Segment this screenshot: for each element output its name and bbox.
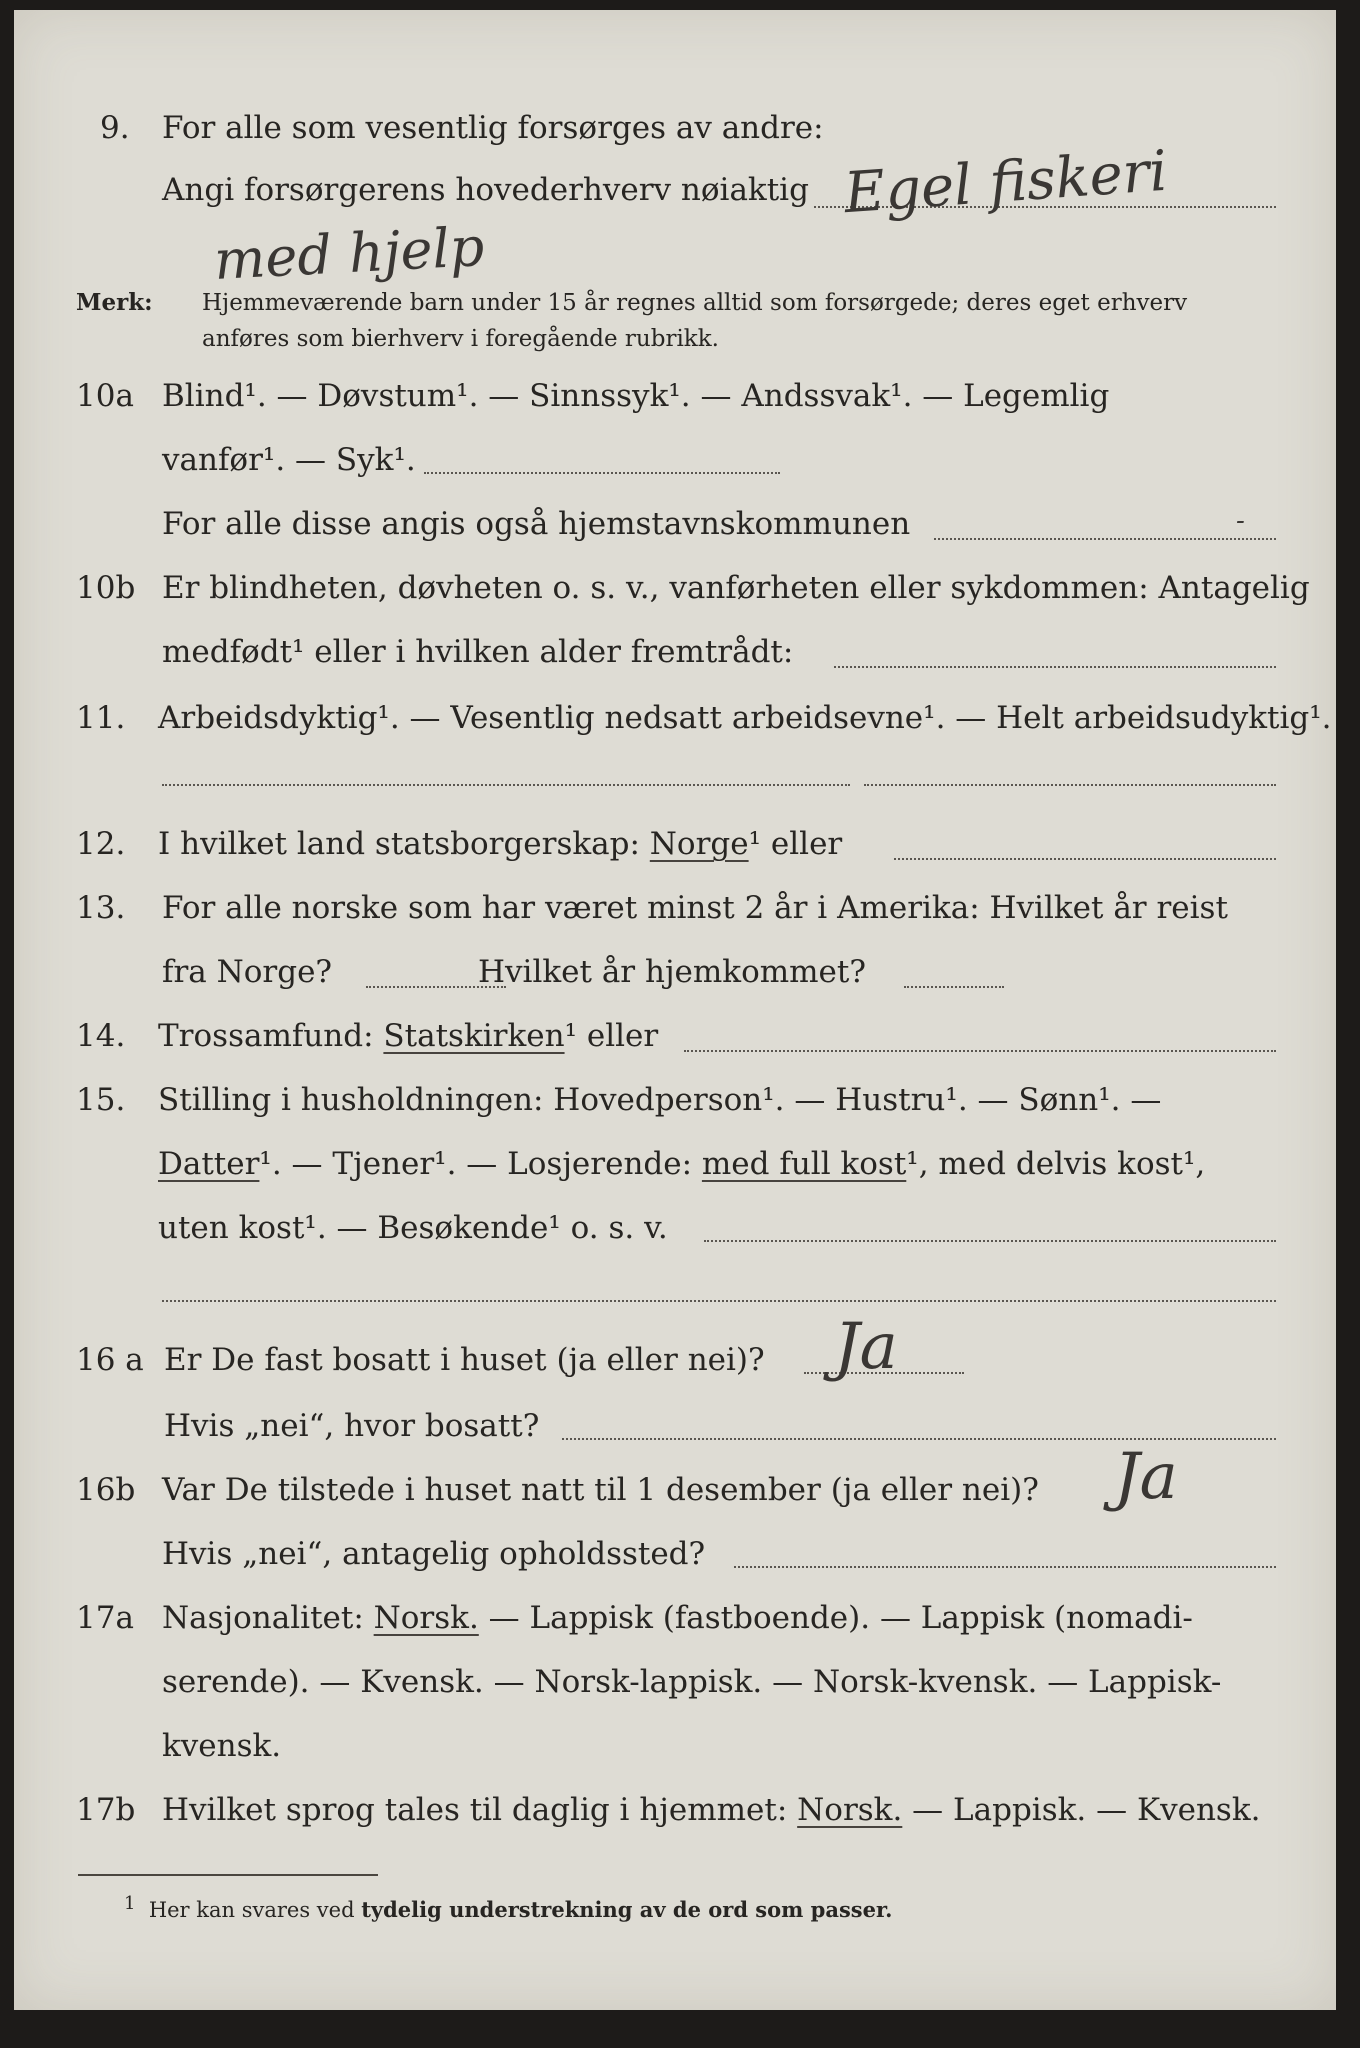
q14-line (158, 1016, 658, 1056)
q12-question: I hvilket land statsborgerskap: (158, 826, 640, 862)
q17a-line1-rest: — Lappisk (fastboende). — Lappisk (nomadi- (488, 1600, 1193, 1636)
q11-answer-line-a (162, 784, 850, 786)
q11-number: 11. (76, 700, 126, 736)
q10a-kommune-line (934, 538, 1276, 540)
q15-number: 15. (76, 1082, 126, 1118)
q9-handwritten-answer2: med hjelp (212, 214, 486, 293)
q16a-line1: Er De fast bosatt i huset (ja eller nei)? (164, 1342, 765, 1378)
q13-hjemkommet-line (904, 986, 1004, 988)
q10b-line2: medfødt¹ eller i hvilken alder fremtrådt: (162, 634, 794, 670)
q13-line1: For alle norske som har været minst 2 år i Amerika: Hvilket år reist (162, 890, 1228, 926)
footnote-mark: 1 (124, 1893, 136, 1914)
footnote-text (124, 1893, 893, 1924)
q9-number: 9. (100, 110, 130, 146)
q10b-number: 10b (76, 570, 136, 606)
q14-underlined-answer: Statskirken (383, 1018, 565, 1054)
q10b-line1: Er blindheten, døvheten o. s. v., vanførheten eller sykdommen: Antagelig (162, 570, 1310, 606)
q14-question: Trossamfund: (158, 1018, 374, 1054)
q15-line2-end: ¹, med delvis kost¹, (906, 1146, 1206, 1182)
q15-extra-line (162, 1300, 1276, 1302)
q10a-handwritten-mark: - (1236, 506, 1245, 536)
q16b-number: 16b (76, 1472, 136, 1508)
q17a-number: 17a (76, 1600, 134, 1636)
q10a-line2: vanfør¹. — Syk¹. (162, 442, 416, 478)
q16b-line1: Var De tilstede i huset natt til 1 desember (ja eller nei)? (162, 1472, 1039, 1508)
q10a-line3: For alle disse angis også hjemstavnskommunen (162, 506, 911, 542)
q17b-underlined-norsk: Norsk. (797, 1792, 903, 1828)
q15-line1: Stilling i husholdningen: Hovedperson¹. — Hustru¹. — Sønn¹. — (158, 1082, 1162, 1118)
q17b-line (162, 1790, 1260, 1830)
footnote-divider (78, 1874, 378, 1876)
q14-suffix: ¹ eller (564, 1018, 659, 1054)
q17a-question: Nasjonalitet: (162, 1600, 364, 1636)
q16b-line2: Hvis „nei“, antagelig opholdssted? (162, 1536, 706, 1572)
q13-line2a: fra Norge? (162, 954, 333, 990)
q17a-line1 (162, 1598, 1193, 1638)
q17b-number: 17b (76, 1792, 136, 1828)
q16a-line2: Hvis „nei“, hvor bosatt? (164, 1408, 540, 1444)
q17a-line3: kvensk. (162, 1728, 282, 1764)
q9-line2: Angi forsørgerens hovederhverv nøiaktig (162, 172, 809, 208)
q13-number: 13. (76, 890, 126, 926)
merk-line2: anføres som bierhverv i foregående rubrikk. (202, 326, 719, 352)
q9-handwritten-answer1: Egel fiskeri (842, 138, 1170, 227)
q12-number: 12. (76, 826, 126, 862)
q16a-number: 16 a (76, 1342, 144, 1378)
q9-line1: For alle som vesentlig forsørges av andre: (162, 110, 824, 146)
merk-label: Merk: (76, 289, 153, 316)
q17b-question: Hvilket sprog tales til daglig i hjemmet: (162, 1792, 788, 1828)
q15-line3: uten kost¹. — Besøkende¹ o. s. v. (158, 1210, 668, 1246)
merk-line1: Hjemmeværende barn under 15 år regnes alltid som forsørgede; deres eget erhverv (202, 290, 1188, 316)
q16b-opholdssted-line (734, 1566, 1276, 1568)
q10a-line1: Blind¹. — Døvstum¹. — Sinnssyk¹. — Andssvak¹. — Legemlig (162, 378, 1110, 414)
q10a-number: 10a (76, 378, 134, 414)
q16b-handwritten-answer: Ja (1114, 1440, 1178, 1514)
q12-line (158, 824, 842, 864)
q15-line2 (158, 1144, 1205, 1184)
q15-underlined-datter: Datter (158, 1146, 260, 1182)
footnote-bold: tydelig understrekning av de ord som passer. (361, 1897, 893, 1922)
q14-number: 14. (76, 1018, 126, 1054)
q17a-underlined-norsk: Norsk. (373, 1600, 479, 1636)
q16a-handwritten-answer: Ja (834, 1310, 898, 1384)
q10a-syk-line (424, 472, 780, 474)
footnote-pre: Her kan svares ved (148, 1898, 355, 1922)
q12-underlined-answer: Norge (649, 826, 749, 862)
q17a-line2: serende). — Kvensk. — Norsk-lappisk. — Norsk-kvensk. — Lappisk- (162, 1664, 1222, 1700)
q13-line2b: Hvilket år hjemkommet? (478, 954, 866, 990)
q17b-rest: — Lappisk. — Kvensk. (912, 1792, 1261, 1828)
q12-answer-line (894, 858, 1276, 860)
q15-answer-line (704, 1240, 1276, 1242)
q15-line2-mid: ¹. — Tjener¹. — Losjerende: (259, 1146, 693, 1182)
q12-suffix: ¹ eller (748, 826, 843, 862)
q11-answer-line-b (864, 784, 1276, 786)
q11-line1: Arbeidsdyktig¹. — Vesentlig nedsatt arbeidsevne¹. — Helt arbeidsudyktig¹. (158, 700, 1332, 736)
q14-answer-line (684, 1050, 1276, 1052)
census-form-page (14, 10, 1336, 2010)
q15-underlined-full-kost: med full kost (701, 1146, 907, 1182)
q10b-answer-line (834, 666, 1276, 668)
